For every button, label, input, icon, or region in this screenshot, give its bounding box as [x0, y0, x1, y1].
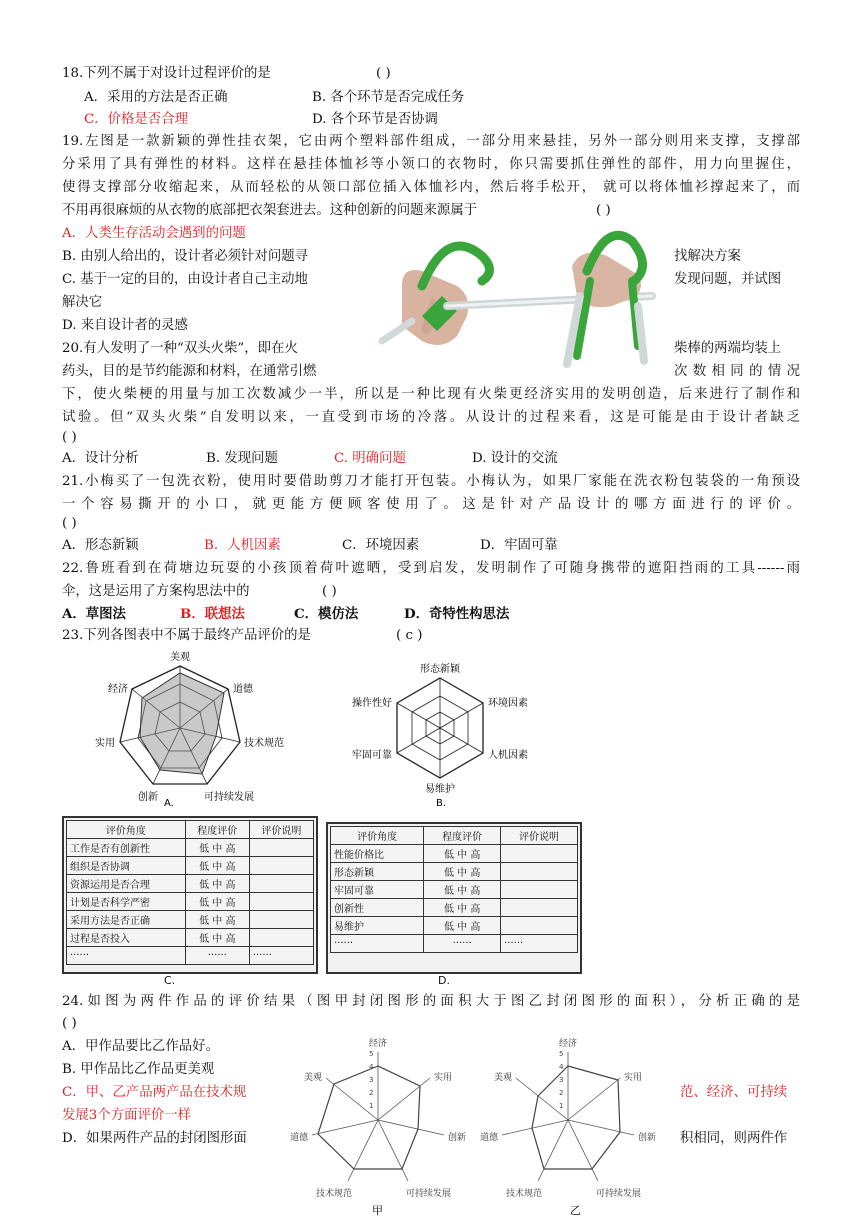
table-cell: [501, 917, 578, 935]
chart-yi-label-2: 创新: [638, 1133, 657, 1143]
table-cell: 资源运用是否合理: [67, 875, 186, 893]
tick-label: 5: [559, 1050, 564, 1058]
q21-paren: ( ): [62, 516, 77, 531]
table-cell: 低 中 高: [185, 875, 249, 893]
q22-line-1: 22.鲁班看到在荷塘边玩耍的小孩顶着荷叶遮晒，受到启发，发明制作了可随身携带的遮阳挡雨的工具------雨: [62, 561, 800, 576]
chart-b-label-3: 易维护: [425, 784, 455, 795]
chart-b-label-5: 操作性好: [352, 698, 392, 709]
q21-option-c: C．环境因素: [342, 538, 420, 553]
q20-option-d: D. 设计的交流: [472, 451, 558, 466]
table-cell: 低 中 高: [185, 839, 249, 857]
table-cell: [249, 929, 313, 947]
q22-line-2: 伞，这是运用了方案构思法中的: [62, 584, 250, 599]
q21-option-d: D．牢固可靠: [480, 538, 558, 553]
table-row: [331, 845, 578, 863]
q19-option-b-cont: 找解决方案: [674, 249, 741, 264]
q22-option-a: A．草图法: [62, 606, 126, 622]
q20-line-3: 下，使火柴梗的用量与加工次数减少一半，所以是一种比现有火柴更经济实用的发明创造，后来进行了制作和: [62, 387, 800, 402]
q19-line-3: 使得支撑部分收缩起来，从而轻松的从领口部位插入体恤衫内，然后将手松开， 就可以将体恤衫撑起来了，而: [62, 180, 800, 195]
chart-b-label-4: 牢固可靠: [352, 750, 392, 761]
q19-paren: ( ): [596, 203, 611, 218]
chart-yi-label-5: 道德: [479, 1133, 498, 1143]
table-cell: ······: [67, 947, 186, 965]
tick-label: 3: [369, 1076, 374, 1084]
table-c-caption: C.: [164, 974, 176, 987]
table-cell: 过程是否投入: [67, 929, 186, 947]
chart-jia-label-6: 美观: [303, 1073, 322, 1083]
hanger-photo: [362, 226, 667, 366]
tick-label: 1: [559, 1102, 564, 1110]
chart-a-label-2: 技术规范: [244, 738, 284, 749]
table-cell: [501, 845, 578, 863]
table-cell: 形态新颖: [331, 863, 424, 881]
table-cell: 低 中 高: [424, 845, 501, 863]
q20-line-1: 20.有人发明了一种“双头火柴”，即在火: [62, 341, 298, 356]
table-cell: 低 中 高: [185, 893, 249, 911]
table-cell: ······: [501, 935, 578, 953]
chart-jia-caption: 甲: [372, 1204, 383, 1216]
q22-option-c: C．模仿法: [294, 606, 359, 622]
q19-option-c-cont: 发现问题，并试图: [674, 272, 782, 287]
q20-line-1-cont: 柴棒的两端均装上: [674, 341, 782, 356]
q20-option-a: A．设计分析: [62, 451, 139, 466]
chart-yi-radar: [478, 1034, 678, 1216]
table-cell: [249, 875, 313, 893]
q21-option-b-answer: B．人机因素: [204, 538, 281, 553]
chart-a-label-4: 创新: [138, 792, 158, 803]
q22-option-b-answer: B．联想法: [180, 606, 245, 622]
table-cell: 低 中 高: [185, 857, 249, 875]
table-cell: 低 中 高: [185, 929, 249, 947]
q18-paren: ( ): [376, 66, 391, 81]
chart-a-label-3: 可持续发展: [204, 792, 254, 803]
q21-option-a: A．形态新颖: [62, 538, 139, 553]
tick-label: 2: [559, 1089, 564, 1097]
table-header: 评价说明: [501, 827, 578, 845]
table-cell: [249, 911, 313, 929]
chart-jia-label-5: 道德: [289, 1133, 308, 1143]
table-row: [67, 821, 314, 839]
table-row: [67, 911, 314, 929]
table-cell: ······: [424, 935, 501, 953]
table-row: [331, 881, 578, 899]
table-header: 程度评价: [185, 821, 249, 839]
table-cell: ······: [185, 947, 249, 965]
table-cell: [249, 857, 313, 875]
chart-yi-label-3: 可持续发展: [596, 1189, 642, 1199]
chart-b-label-0: 形态新颖: [420, 664, 460, 675]
q18-option-a: A．采用的方法是否正确: [84, 90, 228, 105]
q24-option-c-cont: 范、经济、可持续: [680, 1085, 788, 1100]
tick-label: 4: [369, 1063, 374, 1071]
chart-b-label-1: 环境因素: [488, 698, 528, 709]
q24-option-d: D．如果两件产品的封闭图形面: [62, 1131, 247, 1146]
chart-a-caption: A.: [164, 798, 174, 809]
table-cell: 创新性: [331, 899, 424, 917]
table-header: 评价角度: [331, 827, 424, 845]
table-row: [67, 839, 314, 857]
q20-line-2-cont: 次数相同的情况: [674, 364, 800, 379]
chart-jia-label-4: 技术规范: [315, 1189, 352, 1199]
q19-line-4: 不用再很麻烦的从衣物的底部把衣架套进去。这种创新的问题来源属于: [62, 203, 478, 218]
table-header: 评价说明: [249, 821, 313, 839]
chart-a-radar: [90, 648, 284, 812]
q20-option-b: B. 发现问题: [206, 451, 278, 466]
chart-yi-label-1: 实用: [624, 1073, 643, 1083]
q18-option-b: B. 各个环节是否完成任务: [312, 90, 465, 105]
q20-option-c-answer: C. 明确问题: [334, 451, 406, 466]
chart-a-label-1: 道德: [233, 684, 253, 695]
chart-jia-label-0: 经济: [368, 1039, 388, 1049]
tick-label: 4: [559, 1063, 564, 1071]
q24-option-c-answer: C．甲、乙产品两产品在技术规: [62, 1085, 247, 1100]
q18-option-c-answer: C．价格是否合理: [84, 112, 188, 127]
table-row: [67, 929, 314, 947]
table-cell: [501, 881, 578, 899]
table-d: [330, 826, 578, 953]
chart-a-label-6: 经济: [108, 684, 128, 695]
chart-jia-label-3: 可持续发展: [406, 1189, 452, 1199]
chart-b-label-2: 人机因素: [488, 750, 528, 761]
table-row: [67, 947, 314, 965]
chart-yi-label-6: 美观: [493, 1073, 512, 1083]
q21-line-2: 一个容易撕开的小口，就更能方便顾客使用了。这是针对产品设计的哪方面进行的评价。: [62, 497, 800, 512]
chart-a-label-5: 实用: [95, 738, 115, 749]
table-row: [67, 857, 314, 875]
q18-option-d: D. 各个环节是否协调: [312, 112, 438, 127]
table-cell: 低 中 高: [424, 863, 501, 881]
table-cell: 计划是否科学严密: [67, 893, 186, 911]
table-cell: [249, 839, 313, 857]
chart-yi-label-0: 经济: [558, 1039, 578, 1049]
q24-paren: ( ): [62, 1016, 77, 1031]
table-header: 评价角度: [67, 821, 186, 839]
table-cell: ······: [249, 947, 313, 965]
q19-line-2: 分采用了具有弹性的材料。这样在悬挂体恤衫等小领口的衣物时，你只需要抓住弹性的部件，用力向里握住，: [62, 157, 800, 172]
table-row: [331, 899, 578, 917]
table-cell: [249, 893, 313, 911]
tick-label: 3: [559, 1076, 564, 1084]
table-row: [67, 875, 314, 893]
table-cell: 低 中 高: [424, 881, 501, 899]
chart-yi-label-4: 技术规范: [505, 1189, 542, 1199]
table-cell: 工作是否有创新性: [67, 839, 186, 857]
chart-jia-label-2: 创新: [448, 1133, 467, 1143]
q18-stem: 18.下列不属于对设计过程评价的是: [62, 66, 271, 81]
q19-line-1: 19.左图是一款新颖的弹性挂衣架，它由两个塑料部件组成，一部分用来悬挂，另外一部分则用来支撑，支撑部: [62, 134, 800, 149]
table-d-caption: D.: [438, 974, 450, 987]
q19-option-a-answer: A．人类生存活动会遇到的问题: [62, 226, 246, 241]
q24-option-a: A．甲作品要比乙作品好。: [62, 1039, 219, 1054]
table-c: [66, 820, 314, 965]
table-row: [331, 827, 578, 845]
q19-option-b: B. 由别人给出的，设计者必须针对问题寻: [62, 249, 308, 264]
table-cell: 牢固可靠: [331, 881, 424, 899]
table-cell: 低 中 高: [424, 899, 501, 917]
chart-jia-radar: [282, 1034, 482, 1216]
table-header: 程度评价: [424, 827, 501, 845]
q24-option-c-cont2: 发展3个方面评价一样: [62, 1108, 192, 1123]
q24-option-d-cont: 积相同，则两件作: [680, 1131, 788, 1146]
q19-option-d: D. 来自设计者的灵感: [62, 318, 188, 333]
q24-line-1: 24.如图为两件作品的评价结果（图甲封闭图形的面积大于图乙封闭图形的面积），分析正确的是: [62, 994, 800, 1009]
q21-line-1: 21.小梅买了一包洗衣粉，使用时要借助剪刀才能打开包装。小梅认为，如果厂家能在洗衣粉包装袋的一角预设: [62, 474, 800, 489]
table-cell: ······: [331, 935, 424, 953]
q23-stem: 23.下列各图表中不属于最终产品评价的是: [62, 628, 311, 643]
q23-paren: ( c ): [396, 628, 423, 643]
table-row: [331, 917, 578, 935]
q20-line-4: 试验。但“双头火柴”自发明以来，一直受到市场的冷落。从设计的过程来看，这是可能是由于设计者缺乏: [62, 410, 800, 425]
q24-option-b: B. 甲作品比乙作品更美观: [62, 1062, 215, 1077]
tick-label: 5: [369, 1050, 374, 1058]
table-row: [67, 893, 314, 911]
chart-jia-label-1: 实用: [434, 1073, 453, 1083]
chart-yi-caption: 乙: [570, 1204, 581, 1216]
chart-b-caption: B.: [436, 798, 447, 809]
table-cell: 低 中 高: [185, 911, 249, 929]
table-cell: 性能价格比: [331, 845, 424, 863]
table-cell: 组织是否协调: [67, 857, 186, 875]
table-cell: 采用方法是否正确: [67, 911, 186, 929]
tick-label: 2: [369, 1089, 374, 1097]
q20-paren: ( ): [62, 430, 77, 445]
q22-paren: ( ): [322, 584, 337, 599]
table-cell: 易维护: [331, 917, 424, 935]
table-cell: [501, 863, 578, 881]
q22-option-d: D．奇特性构思法: [404, 606, 510, 622]
q20-line-2: 药头，目的是节约能源和材料，在通常引燃: [62, 364, 317, 379]
chart-b-radar: [340, 660, 540, 810]
table-row: [331, 863, 578, 881]
table-cell: 低 中 高: [424, 917, 501, 935]
table-cell: [501, 899, 578, 917]
table-row: [331, 935, 578, 953]
tick-label: 1: [369, 1102, 374, 1110]
chart-a-label-0: 美观: [170, 652, 190, 663]
q19-option-c: C. 基于一定的目的，由设计者自己主动地: [62, 272, 308, 287]
q19-option-c-cont2: 解决它: [62, 295, 103, 310]
